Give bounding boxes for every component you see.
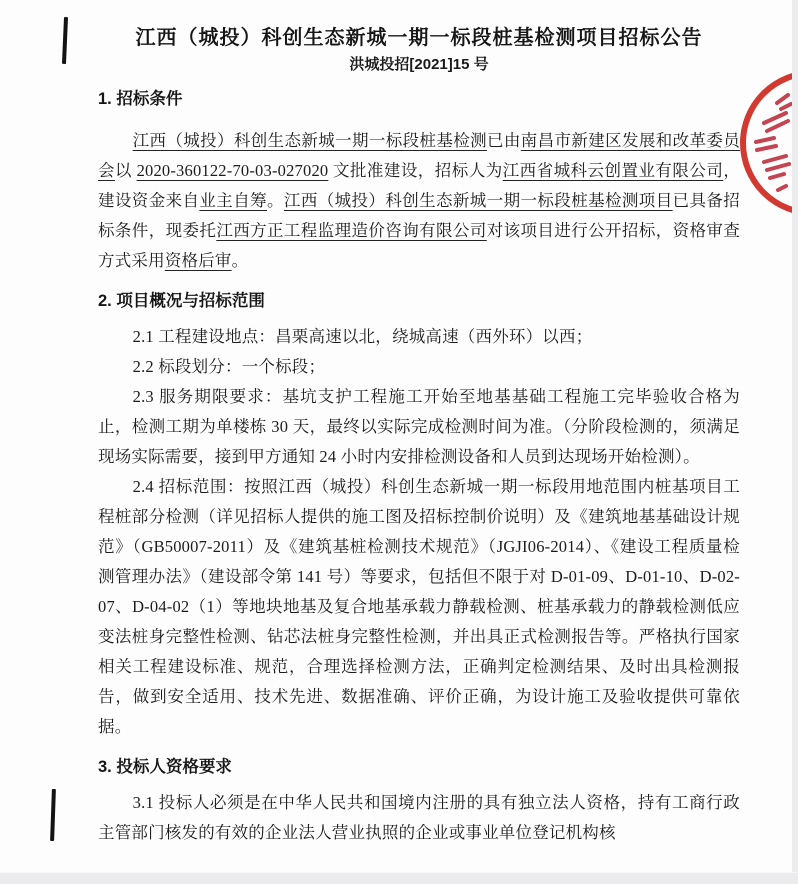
text-run: 已由: [487, 131, 521, 150]
section-1-paragraph: [98, 126, 740, 276]
paragraph-3-1: 3.1 投标人必须是在中华人民共和国境内注册的具有独立法人资格，持有工商行政主管部门核发的有效的企业法人营业执照的企业或事业单位登记机构核: [98, 793, 740, 842]
document-number: 洪城投招[2021]15 号: [349, 56, 489, 73]
underlined-approval-number: 2020-360122-70-03-027020: [136, 161, 329, 180]
underlined-qualification-method: 资格后审: [164, 251, 232, 270]
official-seal-icon: [734, 68, 794, 218]
section-2-heading: 2. 项目概况与招标范围: [98, 292, 265, 310]
section-3-heading: 3. 投标人资格要求: [98, 758, 232, 776]
scan-artifact-line-bottom: [50, 789, 56, 841]
text-run: 以: [114, 161, 137, 180]
document-content: [98, 24, 740, 848]
paragraph-2-2: 2.2 标段划分：一个标段；: [132, 357, 326, 376]
section-1-heading: 1. 招标条件: [98, 90, 183, 108]
text-run: 文批准建设，招标人为: [328, 161, 503, 180]
underlined-tenderer-name: 江西省城科云创置业有限公司: [502, 161, 724, 180]
paragraph-2-4: 2.4 招标范围：按照江西（城投）科创生态新城一期一标段用地范围内桩基项目工程桩部分检测（详见招标人提供的施工图及招标控制价说明）及《建筑地基基础设计规范》（GB50007-2011）及《建筑基桩检测技术规范》（JGJI06-2014）、《建设工程质量检测管理办法》（建设部令第 141 号）等要求，包括但不限于对 D-01-09、D-01-10、D-02-07、D-04-02（1）等地块地基及复合地基承载力静载检测、桩基承载力的静载检测低应变法桩身完整性检测、钻芯法桩身完整性检测，并出具正式检测报告等。严格执行国家相关工程建设标准、规范，合理选择检测方法，正确判定检测结果、及时出具检测报告，做到安全适用、技术先进、数据准确、评价正确，为设计施工及验收提供可靠依据。: [98, 477, 740, 736]
text-run: ，建设资金来自: [98, 161, 741, 210]
text-run: 。: [231, 251, 249, 270]
underlined-funding-source: 业主自筹: [199, 191, 268, 210]
underlined-project-name-2: 江西（城投）科创生态新城一期一标段桩基检测项目: [283, 191, 673, 210]
text-run: 。: [267, 191, 284, 210]
page-title: 江西（城投）科创生态新城一期一标段桩基检测项目招标公告: [135, 27, 703, 49]
page-bottom-edge-shadow: [0, 872, 798, 884]
paragraph-2-3: 2.3 服务期限要求：基坑支护工程施工开始至地基基础工程施工完毕验收合格为止，检测工期为单楼栋 30 天，最终以实际完成检测时间为准。（分阶段检测的，须满足现场实际需要，接到甲方通知 24 小时内安排检测设备和人员到达现场开始检测）。: [98, 387, 740, 466]
text-run: 已具备招标条件，现委托: [98, 191, 741, 240]
scan-artifact-line-top: [62, 17, 68, 64]
page-right-edge-shadow: [792, 0, 798, 884]
paragraph-2-1: 2.1 工程建设地点：昌栗高速以北，绕城高速（西外环）以西；: [132, 327, 593, 346]
underlined-agency-name: 江西方正工程监理造价咨询有限公司: [216, 221, 487, 240]
underlined-project-name: 江西（城投）科创生态新城一期一标段桩基检测: [132, 131, 488, 150]
underlined-authority-name: 南昌市新建区发展和改革委员会: [98, 131, 741, 180]
text-run: 对该项目进行公开招标，资格审查方式采用: [98, 221, 741, 270]
